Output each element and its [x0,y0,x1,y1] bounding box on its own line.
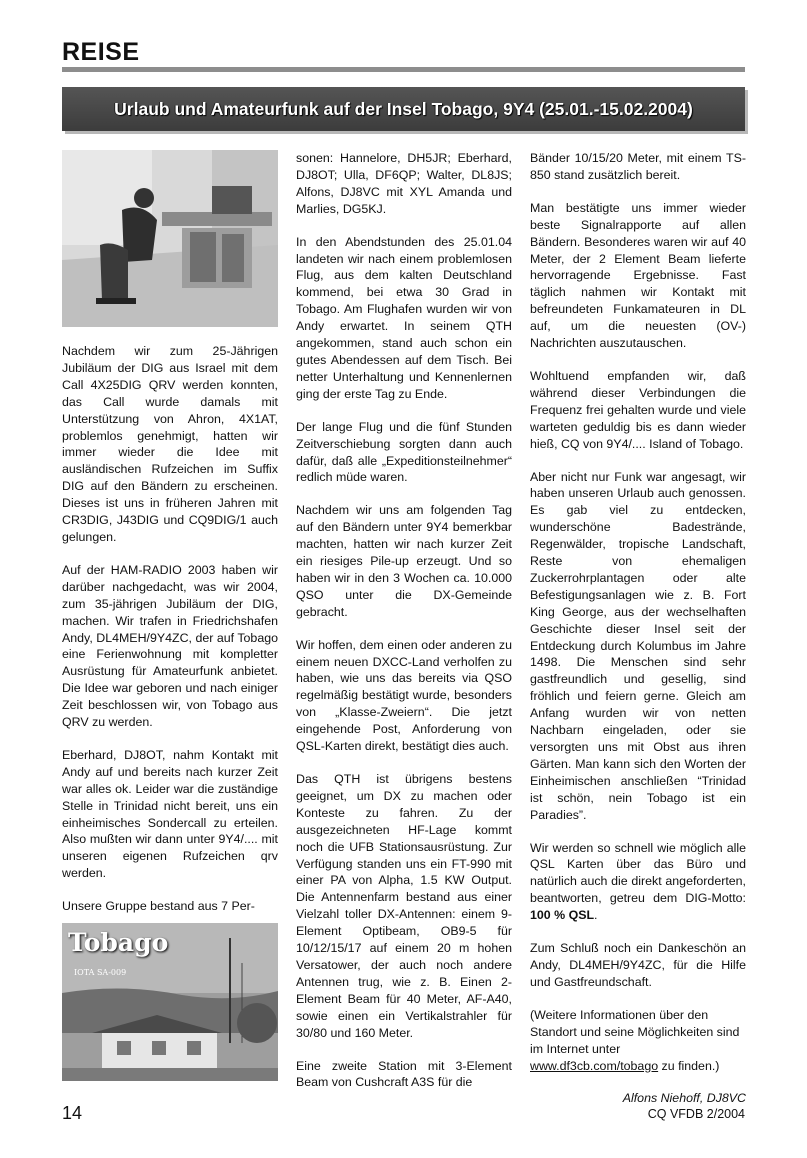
paragraph: Das QTH ist übrigens bestens geeignet, um DX zu machen oder Konteste zu fahren. Zu der ausgezeichneten HF-Lage kommt noch die UFB Stationsausrüstung. Zur Verfügung standen uns ein FT-990 mit einer PA von Alpha, 1.5 KW Output. Die Antennenfarm bestand aus einer Vielzahl toller DX-Antennen: einem 9-Element Optibeam, OB9-5 für 10/12/15/17 auf einem 20 m hohen Versatower, der auch noch andere Antennen trug, wie z. B. Einen 2-Element Beam für 40 Meter, AF-A40, sowie einen ein Vertikalstrahler für 30/80 und 160 Meter. [296,772,512,1040]
info-paragraph: (Weitere Informationen über den Standort und seine Möglichkeiten sind im Internet unter www.df3cb.com/tobago zu finden.) [530,1007,740,1073]
website-link[interactable]: www.df3cb.com/tobago [530,1058,659,1073]
photo-subcaption: IOTA SA-009 [74,968,127,978]
journal-issue: CQ VFDB 2/2004 [647,1107,745,1121]
title-banner [62,87,745,131]
paragraph: Eberhard, DJ8OT, nahm Kontakt mit Andy auf und bereits nach kurzer Zeit war alles ok. Leider war die zuständige Stelle in Trinidad nicht bereit, uns ein einheimisches Sondercall zu erteilen. Also mußten wir dann unter 9Y4/.... mit unseren eigenen Rufzeichen qrv werden. [62,747,278,881]
paragraph: In den Abendstunden des 25.01.04 landeten wir nach einem problemlosen Flug, aus dem kalten Deutschland kommend, bei etwa 30 Grad in Tobago. Am Flughafen wurden wir von Andy erwartet. In seinem QTH angekommen, stand auch schon ein gutes Abendessen auf dem Tisch. Bei netter Unterhaltung und Kennenlernen ging der erste Tag zu Ende. [296,234,512,401]
paragraph: Man bestätigte uns immer wieder beste Signalrapporte auf allen Bändern. Besonderes waren wir auf 40 Meter, der 2 Element Beam lieferte hervorragende Ergebnisse. Fast täglich nahmen wir Kontakt mit befreundeten Funkamateuren in DL auf, um die neuesten (OV-) Nachrichten auszutauschen. [530,200,746,351]
qsl-paragraph: Wir werden so schnell wie möglich alle QSL Karten über das Büro und natürlich auch die direkt angeforderten, beantworten, getreu dem DIG-Motto: 100 % QSL. [530,840,746,923]
column-3 [530,150,746,1123]
paragraph: Wohltuend empfanden wir, daß während dieser Verbindungen die Frequenz frei gehalten wurde und viele warteten geduldig bis es dann wieder hieß, CQ von 9Y4/.... Island of Tobago. [530,368,746,451]
page-number: 14 [62,1103,83,1123]
paragraph: Nachdem wir zum 25-Jährigen Jubiläum der DIG aus Israel mit dem Call 4X25DIG QRV werden konnten, das Call wurde damals mit Unterstützung von Ahron, 4X1AT, problemlos genehmigt, hatten wir immer wieder die Idee mit ausländischen Rufzeichen im Suffix DIG auf den Bändern zu erscheinen. Dieses ist uns in früheren Jahren mit CR3DIG, J43DIG und CQ9DIG/1 auch gelungen. [62,344,278,544]
author-signature: Alfons Niehoff, DJ8VC [622,1091,746,1106]
paragraph: Der lange Flug und die fünf Stunden Zeitverschiebung sorgten dann auch dafür, daß alle „Expeditionsteilnehmer“ redlich müde waren. [296,419,512,485]
qsl-motto: 100 % QSL [530,908,595,923]
column-1 [62,150,278,1081]
paragraph: Unsere Gruppe bestand aus 7 Per- [62,899,255,914]
tobago-house-photo [62,923,278,1081]
radio-operator-photo [62,150,278,327]
paragraph: Aber nicht nur Funk war angesagt, wir haben unseren Urlaub auch genossen. Es gab viel zu entdecken, wunderschöne Badestrände, Regenwälder, tropische Landschaft, Reste von ehemaligen Zuckerrohrplantagen oder alte Befestigungsanlagen wie z. B. Fort King George, aus der wechselhaften Geschichte dieser Insel seit der Entdeckung durch Kolumbus im Jahre 1498. Die Menschen sind sehr gastfreundlich und gesellig, sind fröhlich und feiern gerne. Gleich am Anfang wurden wir von netten Nachbarn eingeladen, oder sie versorgten uns mit Obst aus ihren Gärten. Man kann sich den Worten der Einheimischen anschließen “Trinidad ist schön, nein Tobago ist ein Paradies”. [530,469,746,822]
paragraph: Eine zweite Station mit 3-Element Beam von Cushcraft A3S für die [296,1058,512,1090]
paragraph: Nachdem wir uns am folgenden Tag auf den Bändern unter 9Y4 bemerkbar machten, hatten wir nach kurzer Zeit ein riesiges Pile-up erzeugt. Und so haben wir in den 3 Wochen ca. 10.000 QSO unter die DX-Gemeinde gebracht. [296,503,512,619]
column-2 [296,150,512,1107]
photo-caption: Tobago [68,928,169,958]
article-title: Urlaub und Amateurfunk auf der Insel Tobago, 9Y4 (25.01.-15.02.2004) [114,98,693,119]
thanks-paragraph: Zum Schluß noch ein Dankeschön an Andy, DL4MEH/9Y4ZC, für die Hilfe und Gastfreundschaft. [530,941,746,989]
paragraph: Bänder 10/15/20 Meter, mit einem TS-850 stand zusätzlich bereit. [530,151,746,182]
paragraph: sonen: Hannelore, DH5JR; Eberhard, DJ8OT; Ulla, DF6QP; Walter, DL8JS; Alfons, DJ8VC mit XYL Amanda und Marlies, DG5KJ. [296,151,512,216]
section-heading: REISE [62,38,140,66]
paragraph: Auf der HAM-RADIO 2003 haben wir darüber nachgedacht, was wir 2004, zum 35-jährigen Jubiläum der DIG, machen. Wir trafen in Friedrichshafen Andy, DL4MEH/9Y4ZC, der auf Tobago eine Ferienwohnung mit kompletter Ausrüstung für Amateurfunk anbietet. Die Idee war geboren und nach einiger Zeit beschlossen wir, von Tobago aus QRV zu werden. [62,562,278,730]
header-rule [62,67,745,72]
paragraph: Wir hoffen, dem einen oder anderen zu einem neuen DXCC-Land verholfen zu haben, wie uns das bereits via QSO regelmäßig bestätigt wurde, besonders von „Klasse-Zweiern“. Die jetzt eingehende Post, Anforderung von QSL-Karten direkt, bestätigt dies auch. [296,637,512,754]
